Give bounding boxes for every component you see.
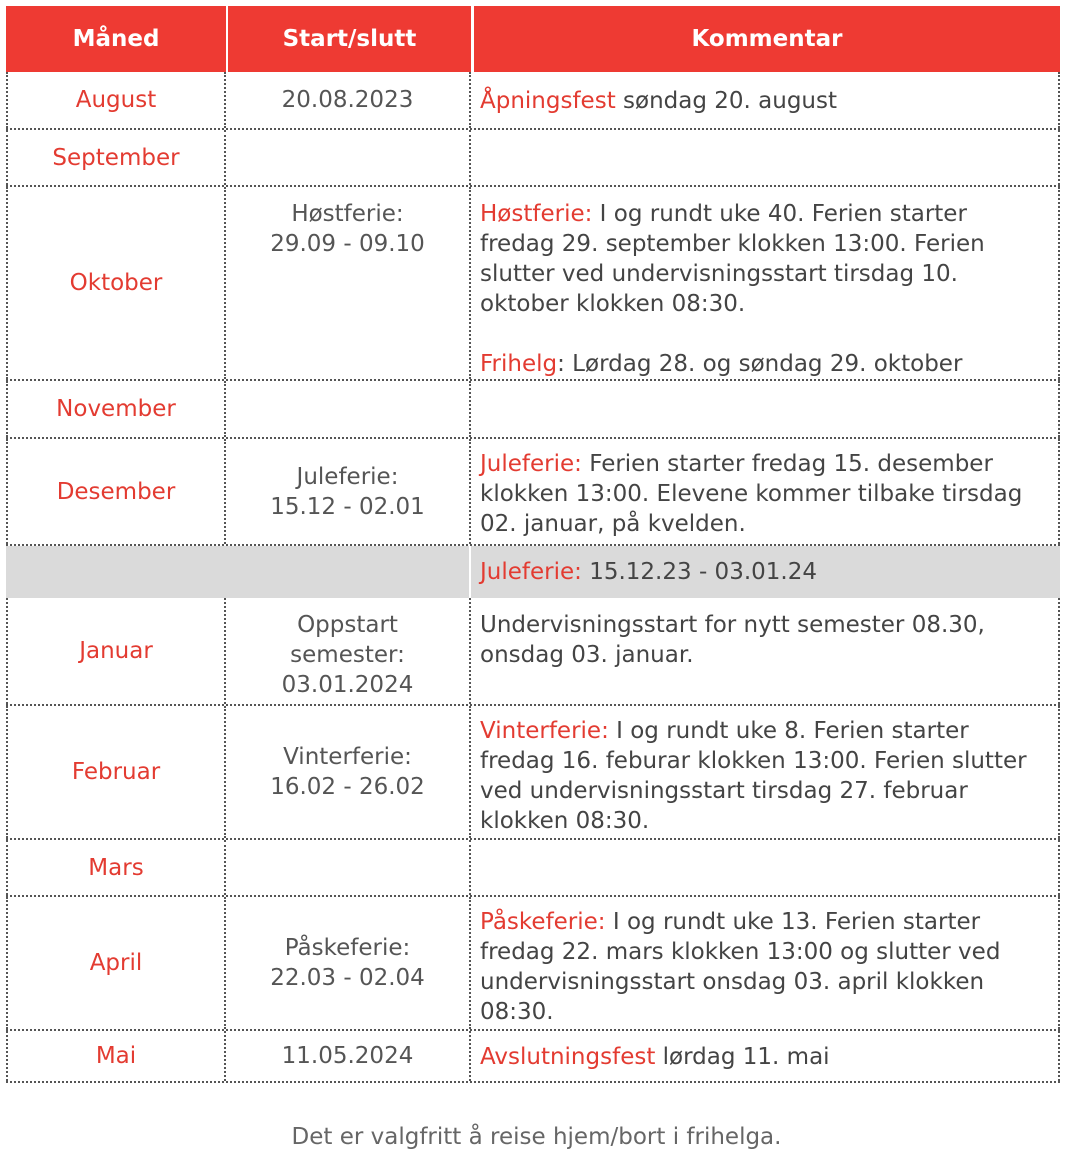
month-cell: Januar	[6, 598, 226, 704]
comment-cell: Juleferie: Ferien starter fredag 15. desember klokken 13:00. Elevene kommer tilbake tirsdag 02. januar, på kvelden.	[471, 439, 1060, 544]
dates-cell	[226, 381, 471, 437]
comment-cell	[471, 840, 1060, 895]
dates-cell: Høstferie: 29.09 - 09.10	[226, 187, 471, 379]
table-row	[6, 381, 1060, 439]
comment-cell: Åpningsfest søndag 20. august	[471, 72, 1060, 128]
dates-cell: 20.08.2023	[226, 72, 471, 128]
table-row	[6, 598, 1060, 706]
table-row	[6, 1031, 1060, 1083]
table-row	[6, 706, 1060, 840]
month-cell	[6, 546, 226, 598]
comment-cell	[471, 187, 1060, 379]
highlight-row	[6, 546, 1060, 598]
table-row	[6, 897, 1060, 1031]
comment-cell: Juleferie: 15.12.23 - 03.01.24	[471, 546, 1060, 598]
month-cell: August	[6, 72, 226, 128]
dates-cell: 11.05.2024	[226, 1031, 471, 1081]
comment-paragraph: Frihelg: Lørdag 28. og søndag 29. oktober	[480, 351, 963, 377]
month-cell: November	[6, 381, 226, 437]
table-row	[6, 130, 1060, 187]
comment-cell	[471, 381, 1060, 437]
dates-cell: Påskeferie: 22.03 - 02.04	[226, 897, 471, 1029]
dates-cell	[226, 130, 471, 185]
dates-cell: Vinterferie: 16.02 - 26.02	[226, 706, 471, 838]
table-row	[6, 187, 1060, 381]
dates-cell	[226, 546, 471, 598]
dates-cell: Juleferie: 15.12 - 02.01	[226, 439, 471, 544]
comment-paragraph: Høstferie: I og rundt uke 40. Ferien starter fredag 29. september klokken 13:00. Ferien slutter ved undervisningsstart tirsdag 10. oktober klokken 08:30.	[480, 201, 985, 317]
month-cell: September	[6, 130, 226, 185]
header-month: Måned	[6, 6, 226, 72]
month-cell: Mai	[6, 1031, 226, 1081]
table-row	[6, 439, 1060, 546]
table-row	[6, 72, 1060, 130]
table-row	[6, 840, 1060, 897]
month-cell: Desember	[6, 439, 226, 544]
dates-cell	[226, 840, 471, 895]
dates-cell: Oppstart semester: 03.01.2024	[226, 598, 471, 704]
comment-cell: Avslutningsfest lørdag 11. mai	[471, 1031, 1060, 1081]
month-cell: Mars	[6, 840, 226, 895]
footer-note: Det er valgfritt å reise hjem/bort i frihelga.	[291, 1124, 782, 1150]
comment-cell: Påskeferie: I og rundt uke 13. Ferien starter fredag 22. mars klokken 13:00 og slutter ved undervisningsstart onsdag 03. april klokken 08:30.	[471, 897, 1060, 1029]
comment-cell: Undervisningsstart for nytt semester 08.30, onsdag 03. januar.	[471, 598, 1060, 704]
header-comment: Kommentar	[474, 6, 1060, 72]
month-cell: April	[6, 897, 226, 1029]
table-header	[6, 6, 1060, 72]
month-cell: Oktober	[6, 187, 226, 379]
comment-cell	[471, 130, 1060, 185]
header-start-end: Start/slutt	[228, 6, 471, 72]
comment-cell: Vinterferie: I og rundt uke 8. Ferien starter fredag 16. feburar klokken 13:00. Ferien slutter ved undervisningsstart tirsdag 27. februar klokken 08:30.	[471, 706, 1060, 838]
school-calendar-table	[6, 6, 1060, 1083]
month-cell: Februar	[6, 706, 226, 838]
